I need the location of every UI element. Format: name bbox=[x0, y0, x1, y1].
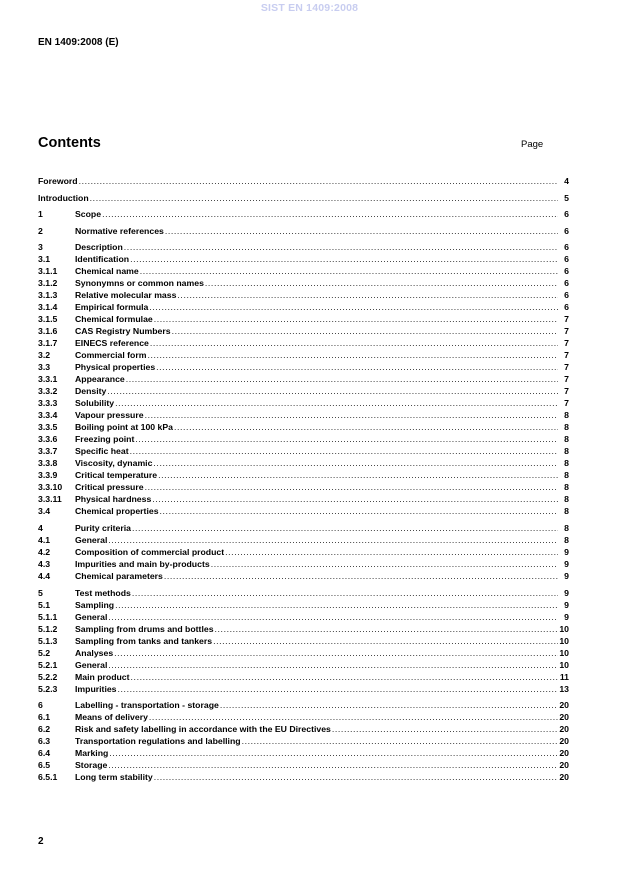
toc-entry-page: 9 bbox=[564, 570, 569, 581]
toc-entry-title: General bbox=[75, 534, 108, 545]
dot-leader bbox=[115, 599, 558, 611]
toc-entry-page: 10 bbox=[559, 635, 569, 646]
dot-leader bbox=[145, 481, 558, 493]
toc-entry-title: Appearance bbox=[75, 374, 125, 385]
toc-entry-title: Viscosity, dynamic bbox=[75, 458, 153, 469]
dot-leader bbox=[126, 373, 558, 385]
toc-entry-number: 6.1 bbox=[38, 712, 51, 723]
toc-entry[interactable] bbox=[38, 759, 569, 771]
toc-entry-title: Storage bbox=[75, 760, 108, 771]
toc-entry-number: 3.1.1 bbox=[38, 266, 58, 277]
dot-leader bbox=[90, 192, 558, 204]
toc-entry-title: Main product bbox=[75, 671, 130, 682]
toc-entry-page: 8 bbox=[564, 506, 569, 517]
page-column-label: Page bbox=[521, 139, 544, 150]
dot-leader bbox=[213, 635, 558, 647]
toc-entry[interactable] bbox=[38, 253, 569, 265]
toc-entry[interactable] bbox=[38, 659, 569, 671]
toc-entry[interactable] bbox=[38, 623, 569, 635]
toc-entry-title: Means of delivery bbox=[75, 712, 148, 723]
toc-entry-title: Empirical formula bbox=[75, 302, 149, 313]
toc-entry[interactable] bbox=[38, 225, 569, 237]
toc-entry-page: 7 bbox=[564, 326, 569, 337]
dot-leader bbox=[102, 208, 558, 220]
dot-leader bbox=[215, 623, 558, 635]
toc-entry-page: 6 bbox=[564, 242, 569, 253]
dot-leader bbox=[158, 469, 558, 481]
toc-entry-number: 3.3.4 bbox=[38, 410, 58, 421]
dot-leader bbox=[79, 175, 558, 187]
toc-entry-page: 7 bbox=[564, 374, 569, 385]
toc-entry-title: Marking bbox=[75, 748, 109, 759]
dot-leader bbox=[154, 771, 558, 783]
dot-leader bbox=[205, 277, 558, 289]
dot-leader bbox=[172, 325, 558, 337]
toc-entry-title: Scope bbox=[75, 209, 102, 220]
dot-leader bbox=[118, 683, 558, 695]
dot-leader bbox=[154, 313, 558, 325]
toc-entry[interactable] bbox=[38, 385, 569, 397]
toc-entry-number: 3.1.3 bbox=[38, 290, 58, 301]
toc-entry-title: Solubility bbox=[75, 398, 115, 409]
toc-entry[interactable] bbox=[38, 325, 569, 337]
toc-entry-number: 3 bbox=[38, 242, 43, 253]
toc-entry[interactable] bbox=[38, 397, 569, 409]
toc-entry-title: Chemical formulae bbox=[75, 314, 153, 325]
dot-leader bbox=[152, 493, 558, 505]
toc-entry-title: Purity criteria bbox=[75, 522, 132, 533]
toc-entry-title: Impurities and main by-products bbox=[75, 558, 210, 569]
toc-entry-number: 4.1 bbox=[38, 534, 51, 545]
toc-entry-page: 8 bbox=[564, 446, 569, 457]
dot-leader bbox=[149, 711, 558, 723]
toc-entry-number: 2 bbox=[38, 225, 43, 236]
toc-entry[interactable] bbox=[38, 611, 569, 623]
dot-leader bbox=[242, 735, 558, 747]
toc-entry-title: Risk and safety labelling in accordance with the EU Directives bbox=[75, 724, 331, 735]
toc-entry-number: 3.2 bbox=[38, 350, 51, 361]
toc-entry-title: Freezing point bbox=[75, 434, 135, 445]
toc-entry-page: 20 bbox=[559, 760, 569, 771]
toc-entry-number: 4.3 bbox=[38, 558, 51, 569]
toc-entry-page: 9 bbox=[564, 558, 569, 569]
toc-entry-title: Commercial form bbox=[75, 350, 147, 361]
toc-entry[interactable] bbox=[38, 522, 569, 534]
toc-entry-number: 5.1.3 bbox=[38, 635, 58, 646]
toc-entry-title: Physical hardness bbox=[75, 494, 152, 505]
toc-entry-title: Long term stability bbox=[75, 772, 153, 783]
toc-entry-title: Critical pressure bbox=[75, 482, 144, 493]
toc-entry-page: 7 bbox=[564, 350, 569, 361]
toc-entry-number: 3.3.2 bbox=[38, 386, 58, 397]
dot-leader bbox=[108, 611, 558, 623]
toc-entry[interactable] bbox=[38, 747, 569, 759]
toc-entry-page: 8 bbox=[564, 422, 569, 433]
toc-entry-title: Relative molecular mass bbox=[75, 290, 177, 301]
dot-leader bbox=[130, 445, 558, 457]
toc-entry[interactable] bbox=[38, 711, 569, 723]
dot-leader bbox=[160, 505, 558, 517]
toc-entry-number: 5 bbox=[38, 587, 43, 598]
toc-entry-number: 3.1 bbox=[38, 254, 51, 265]
dot-leader bbox=[108, 759, 558, 771]
toc-entry[interactable] bbox=[38, 534, 569, 546]
toc-entry[interactable] bbox=[38, 289, 569, 301]
toc-entry-number: 5.1.1 bbox=[38, 611, 58, 622]
toc-entry-title: Test methods bbox=[75, 587, 131, 598]
toc-entry-page: 11 bbox=[559, 671, 569, 682]
toc-entry-page: 10 bbox=[559, 659, 569, 670]
toc-entry[interactable] bbox=[38, 481, 569, 493]
toc-entry-number: 3.1.7 bbox=[38, 338, 58, 349]
toc-entry-title: Sampling bbox=[75, 599, 115, 610]
toc-entry-title: Sampling from drums and bottles bbox=[75, 623, 214, 634]
toc-entry-number: 5.2.3 bbox=[38, 683, 58, 694]
toc-entry[interactable] bbox=[38, 558, 569, 570]
toc-entry-page: 20 bbox=[559, 712, 569, 723]
toc-entry-number: 6.2 bbox=[38, 724, 51, 735]
toc-entry-title: Identification bbox=[75, 254, 130, 265]
toc-entry[interactable] bbox=[38, 265, 569, 277]
dot-leader bbox=[174, 421, 558, 433]
table-of-contents bbox=[38, 175, 569, 783]
toc-entry-page: 8 bbox=[564, 494, 569, 505]
toc-entry-page: 7 bbox=[564, 338, 569, 349]
toc-entry-title: Composition of commercial product bbox=[75, 546, 225, 557]
toc-entry-page: 6 bbox=[564, 225, 569, 236]
toc-entry-title: Foreword bbox=[38, 176, 78, 186]
toc-entry-page: 7 bbox=[564, 314, 569, 325]
toc-entry[interactable] bbox=[38, 241, 569, 253]
toc-entry-title: General bbox=[75, 611, 108, 622]
toc-entry-page: 20 bbox=[559, 748, 569, 759]
toc-entry-page: 6 bbox=[564, 266, 569, 277]
toc-entry-title: Chemical parameters bbox=[75, 570, 163, 581]
toc-entry[interactable] bbox=[38, 683, 569, 695]
dot-leader bbox=[332, 723, 558, 735]
toc-entry-title: Impurities bbox=[75, 683, 117, 694]
toc-entry[interactable] bbox=[38, 570, 569, 582]
toc-entry-page: 8 bbox=[564, 458, 569, 469]
dot-leader bbox=[220, 699, 558, 711]
toc-entry-page: 8 bbox=[564, 534, 569, 545]
toc-entry-page: 8 bbox=[564, 410, 569, 421]
toc-entry-page: 6 bbox=[564, 278, 569, 289]
toc-entry[interactable] bbox=[38, 349, 569, 361]
toc-entry-title: Vapour pressure bbox=[75, 410, 144, 421]
toc-entry-number: 5.2.1 bbox=[38, 659, 58, 670]
toc-entry[interactable] bbox=[38, 175, 569, 187]
dot-leader bbox=[177, 289, 558, 301]
toc-entry[interactable] bbox=[38, 445, 569, 457]
toc-entry-number: 3.1.4 bbox=[38, 302, 58, 313]
toc-entry-number: 5.2 bbox=[38, 647, 51, 658]
dot-leader bbox=[135, 433, 558, 445]
toc-entry-number: 3.3.9 bbox=[38, 470, 58, 481]
toc-entry-number: 3.3.8 bbox=[38, 458, 58, 469]
toc-entry-title: Physical properties bbox=[75, 362, 156, 373]
toc-entry-page: 6 bbox=[564, 209, 569, 220]
toc-entry-title: Chemical properties bbox=[75, 506, 159, 517]
toc-entry-number: 4 bbox=[38, 522, 43, 533]
toc-entry-page: 7 bbox=[564, 386, 569, 397]
toc-entry-page: 20 bbox=[559, 724, 569, 735]
toc-entry-number: 3.3.11 bbox=[38, 494, 62, 505]
toc-entry-title: EINECS reference bbox=[75, 338, 149, 349]
dot-leader bbox=[130, 253, 558, 265]
toc-entry-title: Transportation regulations and labelling bbox=[75, 736, 241, 747]
dot-leader bbox=[108, 659, 558, 671]
toc-entry-number: 3.3.7 bbox=[38, 446, 58, 457]
toc-entry-title: Synonymns or common names bbox=[75, 278, 204, 289]
toc-entry[interactable] bbox=[38, 301, 569, 313]
dot-leader bbox=[131, 671, 558, 683]
toc-entry-title: Specific heat bbox=[75, 446, 129, 457]
toc-entry[interactable] bbox=[38, 373, 569, 385]
toc-entry-page: 9 bbox=[564, 587, 569, 598]
toc-entry[interactable] bbox=[38, 192, 569, 204]
toc-entry-number: 3.3 bbox=[38, 362, 51, 373]
toc-entry-title: Normative references bbox=[75, 225, 164, 236]
toc-entry[interactable] bbox=[38, 493, 569, 505]
toc-entry-title: Chemical name bbox=[75, 266, 139, 277]
toc-entry-page: 6 bbox=[564, 302, 569, 313]
toc-entry-title: Labelling - transportation - storage bbox=[75, 700, 219, 711]
toc-entry[interactable] bbox=[38, 313, 569, 325]
dot-leader bbox=[114, 647, 558, 659]
toc-entry[interactable] bbox=[38, 635, 569, 647]
toc-entry[interactable] bbox=[38, 599, 569, 611]
toc-entry-page: 9 bbox=[564, 599, 569, 610]
toc-entry-page: 8 bbox=[564, 522, 569, 533]
toc-entry-page: 5 bbox=[564, 192, 569, 203]
dot-leader bbox=[147, 349, 558, 361]
toc-entry-number: 6.5.1 bbox=[38, 772, 58, 783]
page-number: 2 bbox=[38, 836, 44, 847]
toc-entry-title: Boiling point at 100 kPa bbox=[75, 422, 173, 433]
toc-entry-page: 20 bbox=[559, 772, 569, 783]
toc-entry-page: 7 bbox=[564, 362, 569, 373]
toc-entry-number: 4.4 bbox=[38, 570, 51, 581]
toc-entry-number: 5.1.2 bbox=[38, 623, 58, 634]
toc-entry-number: 6 bbox=[38, 700, 43, 711]
dot-leader bbox=[225, 546, 558, 558]
dot-leader bbox=[109, 747, 558, 759]
toc-entry-number: 3.1.6 bbox=[38, 326, 58, 337]
toc-entry[interactable] bbox=[38, 469, 569, 481]
toc-entry[interactable] bbox=[38, 457, 569, 469]
toc-entry-title: Description bbox=[75, 242, 123, 253]
toc-entry-page: 9 bbox=[564, 611, 569, 622]
toc-entry-page: 20 bbox=[559, 736, 569, 747]
toc-entry-page: 6 bbox=[564, 290, 569, 301]
toc-entry-number: 3.1.2 bbox=[38, 278, 58, 289]
toc-entry[interactable] bbox=[38, 433, 569, 445]
toc-entry[interactable] bbox=[38, 699, 569, 711]
toc-entry-number: 3.3.6 bbox=[38, 434, 58, 445]
toc-entry-number: 5.2.2 bbox=[38, 671, 58, 682]
toc-entry[interactable] bbox=[38, 735, 569, 747]
watermark: SIST EN 1409:2008 bbox=[260, 2, 359, 14]
dot-leader bbox=[108, 534, 558, 546]
toc-entry-number: 4.2 bbox=[38, 546, 51, 557]
toc-entry-page: 4 bbox=[564, 176, 569, 186]
toc-entry-number: 3.1.5 bbox=[38, 314, 58, 325]
dot-leader bbox=[140, 265, 558, 277]
toc-entry-number: 3.4 bbox=[38, 506, 51, 517]
toc-entry-title: CAS Registry Numbers bbox=[75, 326, 171, 337]
dot-leader bbox=[145, 409, 558, 421]
dot-leader bbox=[156, 361, 558, 373]
document-id: EN 1409:2008 (E) bbox=[38, 37, 119, 48]
dot-leader bbox=[132, 522, 558, 534]
toc-entry-number: 3.3.5 bbox=[38, 422, 58, 433]
toc-entry-page: 9 bbox=[564, 546, 569, 557]
toc-entry-page: 8 bbox=[564, 482, 569, 493]
toc-entry[interactable] bbox=[38, 421, 569, 433]
toc-entry-page: 13 bbox=[559, 683, 569, 694]
toc-entry-title: Critical temperature bbox=[75, 470, 158, 481]
toc-entry[interactable] bbox=[38, 587, 569, 599]
toc-entry-page: 7 bbox=[564, 398, 569, 409]
toc-entry-page: 6 bbox=[564, 254, 569, 265]
dot-leader bbox=[132, 587, 558, 599]
toc-entry-title: Analyses bbox=[75, 647, 114, 658]
toc-entry[interactable] bbox=[38, 546, 569, 558]
dot-leader bbox=[165, 225, 558, 237]
toc-entry-page: 10 bbox=[559, 647, 569, 658]
toc-entry-page: 8 bbox=[564, 434, 569, 445]
toc-entry[interactable] bbox=[38, 208, 569, 220]
dot-leader bbox=[211, 558, 558, 570]
dot-leader bbox=[115, 397, 558, 409]
toc-entry[interactable] bbox=[38, 647, 569, 659]
dot-leader bbox=[150, 337, 558, 349]
toc-entry-page: 10 bbox=[559, 623, 569, 634]
toc-entry-number: 3.3.3 bbox=[38, 398, 58, 409]
toc-entry[interactable] bbox=[38, 671, 569, 683]
toc-entry-title: General bbox=[75, 659, 108, 670]
toc-entry-title: Density bbox=[75, 386, 107, 397]
dot-leader bbox=[153, 457, 558, 469]
toc-entry-number: 6.4 bbox=[38, 748, 51, 759]
toc-entry-number: 6.3 bbox=[38, 736, 51, 747]
toc-entry-title: Introduction bbox=[38, 192, 89, 203]
toc-entry-number: 1 bbox=[38, 209, 43, 220]
toc-entry-number: 5.1 bbox=[38, 599, 51, 610]
toc-entry-page: 20 bbox=[559, 700, 569, 711]
toc-entry[interactable] bbox=[38, 409, 569, 421]
toc-entry[interactable] bbox=[38, 505, 569, 517]
toc-entry[interactable] bbox=[38, 337, 569, 349]
toc-entry[interactable] bbox=[38, 361, 569, 373]
contents-heading: Contents bbox=[38, 135, 101, 151]
toc-entry[interactable] bbox=[38, 723, 569, 735]
toc-entry[interactable] bbox=[38, 277, 569, 289]
toc-entry[interactable] bbox=[38, 771, 569, 783]
dot-leader bbox=[107, 385, 558, 397]
toc-entry-number: 6.5 bbox=[38, 760, 51, 771]
dot-leader bbox=[124, 241, 558, 253]
toc-entry-number: 3.3.10 bbox=[38, 482, 63, 493]
toc-entry-title: Sampling from tanks and tankers bbox=[75, 635, 213, 646]
dot-leader bbox=[164, 570, 558, 582]
toc-entry-page: 8 bbox=[564, 470, 569, 481]
toc-entry-number: 3.3.1 bbox=[38, 374, 58, 385]
dot-leader bbox=[149, 301, 558, 313]
